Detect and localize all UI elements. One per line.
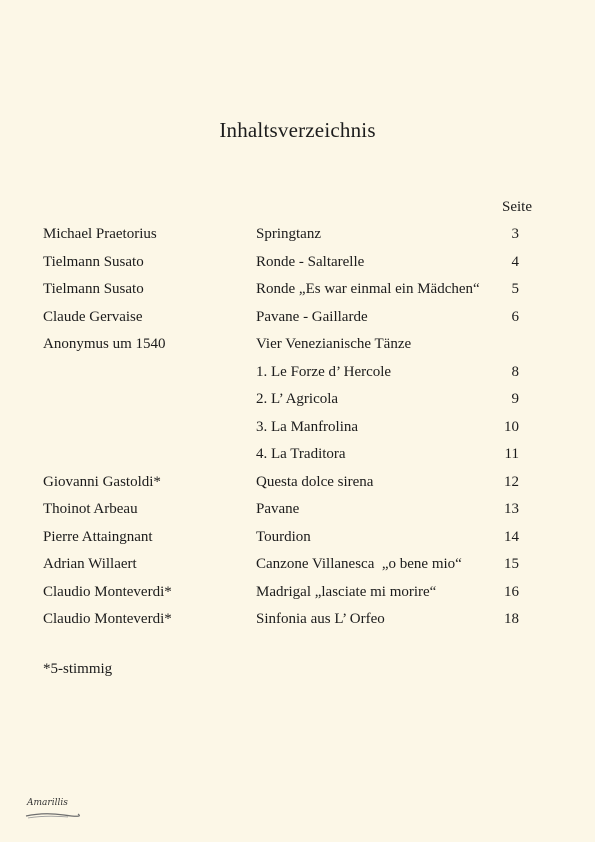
work-title: Ronde - Saltarelle — [256, 253, 365, 270]
work-title: Springtanz — [256, 226, 321, 242]
page-number: 5 — [511, 281, 519, 297]
page-column-header: Seite — [502, 199, 532, 215]
toc-row — [0, 281, 595, 309]
toc-row — [0, 419, 595, 447]
toc-row — [0, 226, 595, 254]
toc-row — [0, 254, 595, 282]
page-number: 12 — [504, 473, 519, 490]
table-of-contents — [0, 226, 595, 639]
composer-name: Michael Praetorius — [43, 226, 157, 242]
composer-name: Anonymus um 1540 — [43, 336, 166, 352]
toc-row — [0, 556, 595, 584]
work-title: 2. L’ Agricola — [256, 391, 339, 407]
page-number: 11 — [504, 446, 519, 462]
publisher-logo — [24, 796, 80, 820]
toc-row — [0, 446, 595, 474]
composer-name: Claudio Monteverdi* — [43, 583, 172, 600]
toc-row — [0, 501, 595, 529]
page-title: Inhaltsverzeichnis — [219, 118, 376, 142]
page-number: 14 — [504, 528, 519, 545]
work-title: 3. La Manfrolina — [256, 418, 359, 435]
toc-row — [0, 584, 595, 612]
logo-text: Amarillis — [27, 798, 68, 808]
composer-name: Pierre Attaingnant — [43, 528, 153, 545]
composer-name: Claude Gervaise — [43, 308, 143, 325]
composer-name: Thoinot Arbeau — [43, 501, 138, 517]
toc-row — [0, 391, 595, 419]
footnote: *5-stimmig — [43, 661, 113, 677]
work-title: Sinfonia aus L’ Orfeo — [256, 611, 385, 627]
page-number: 10 — [504, 418, 519, 435]
composer-name: Claudio Monteverdi* — [43, 611, 172, 627]
work-title: 4. La Traditora — [256, 446, 346, 462]
work-title: Ronde „Es war einmal ein Mädchen“ — [256, 281, 480, 297]
composer-name: Giovanni Gastoldi* — [43, 473, 161, 490]
page-number: 16 — [504, 583, 519, 600]
composer-name: Tielmann Susato — [43, 253, 144, 270]
page-number: 3 — [511, 226, 519, 242]
work-title: Pavane — [256, 501, 300, 517]
page-number: 4 — [511, 253, 519, 270]
composer-name: Tielmann Susato — [43, 281, 144, 297]
toc-row — [0, 529, 595, 557]
page-number: 6 — [511, 308, 519, 325]
page-number: 8 — [511, 363, 519, 380]
work-title: Questa dolce sirena — [256, 473, 374, 490]
page-number: 9 — [511, 391, 519, 407]
toc-row — [0, 611, 595, 639]
work-title: Canzone Villanesca „o bene mio“ — [256, 556, 462, 572]
work-title: Tourdion — [256, 528, 311, 545]
page-number: 18 — [504, 611, 519, 627]
work-title: 1. Le Forze d’ Hercole — [256, 363, 392, 380]
toc-row — [0, 336, 595, 364]
composer-name: Adrian Willaert — [43, 556, 137, 572]
page-number: 15 — [504, 556, 519, 572]
toc-row — [0, 309, 595, 337]
toc-row — [0, 364, 595, 392]
page-number: 13 — [504, 501, 519, 517]
work-title: Vier Venezianische Tänze — [256, 336, 412, 352]
toc-row — [0, 474, 595, 502]
work-title: Madrigal „lasciate mi morire“ — [256, 583, 437, 600]
work-title: Pavane - Gaillarde — [256, 308, 368, 325]
